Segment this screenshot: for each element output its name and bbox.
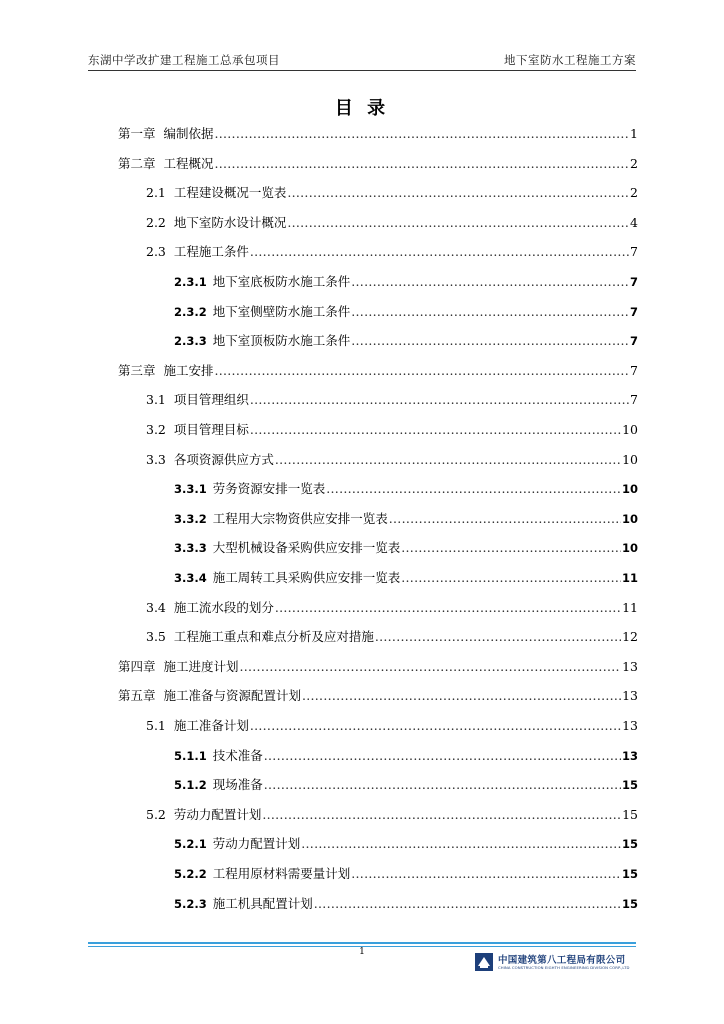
toc-leader-dots (250, 392, 629, 407)
toc-entry[interactable] (174, 568, 638, 588)
toc-leader-dots (302, 688, 621, 703)
toc-entry-title: 劳动力配置计划 (212, 836, 301, 852)
toc-entry[interactable] (174, 272, 638, 292)
toc-entry-page: 13 (622, 718, 638, 733)
footer-rule (88, 942, 636, 944)
header-document-name: 地下室防水工程施工方案 (504, 53, 636, 67)
toc-entry-title: 地下室顶板防水施工条件 (212, 333, 351, 349)
toc-entry-title: 地下室侧壁防水施工条件 (212, 303, 351, 319)
toc-entry-title: 技术准备 (212, 747, 263, 763)
toc-entry[interactable] (174, 479, 638, 499)
toc-entry-title: 3.1 项目管理组织 (146, 392, 249, 408)
toc-entry[interactable] (146, 598, 638, 618)
toc-entry[interactable] (146, 420, 638, 440)
toc-entry-page: 10 (621, 541, 638, 556)
toc-entry-page: 1 (630, 126, 638, 141)
toc-entry-number: 5.1.1 (174, 748, 207, 763)
toc-entry-title: 现场准备 (212, 777, 263, 793)
toc-entry[interactable] (146, 716, 638, 736)
toc-leader-dots (401, 540, 621, 555)
toc-entry[interactable] (174, 509, 638, 529)
toc-entry[interactable] (174, 538, 638, 558)
toc-entry-number: 5.2.3 (174, 896, 207, 911)
toc-entry-title: 2.1 工程建设概况一览表 (146, 185, 287, 201)
toc-entry-title: 5.2 劳动力配置计划 (146, 806, 262, 822)
toc-leader-dots (262, 807, 621, 822)
toc-entry[interactable] (146, 390, 638, 410)
toc-leader-dots (375, 629, 621, 644)
toc-entry-page: 7 (630, 362, 638, 378)
toc-entry-page: 10 (622, 422, 638, 437)
toc-entry[interactable] (174, 834, 638, 854)
toc-entry-number: 2.3.3 (174, 334, 207, 349)
toc-entry-title: 工程用原材料需要量计划 (212, 866, 351, 881)
toc-entry-page: 7 (629, 304, 638, 319)
toc-entry-page: 15 (621, 778, 638, 793)
toc-leader-dots (250, 718, 621, 733)
toc-leader-dots (239, 659, 621, 674)
toc-entry-number: 5.2.2 (174, 867, 207, 881)
toc-entry-number: 3.3.4 (174, 571, 207, 585)
toc-entry-number: 2.3.2 (174, 304, 207, 319)
toc-leader-dots (214, 363, 629, 378)
toc-leader-dots (351, 304, 629, 319)
toc-entry-page: 12 (622, 629, 638, 645)
toc-entry-title: 3.5 工程施工重点和难点分析及应对措施 (146, 629, 374, 645)
toc-leader-dots (275, 452, 621, 467)
toc-leader-dots (351, 333, 629, 348)
page-title: 目 录 (334, 98, 390, 119)
toc-leader-dots (275, 600, 621, 615)
toc-entry[interactable] (118, 686, 638, 706)
toc-entry-number: 2.3.1 (174, 275, 207, 289)
toc-leader-dots (287, 215, 629, 230)
toc-leader-dots (214, 156, 629, 171)
company-name-en: CHINA CONSTRUCTION EIGHTH ENGINEERING DIVISION CORP.,LTD (498, 965, 630, 970)
header-project-name: 东湖中学改扩建工程施工总承包项目 (88, 53, 280, 67)
toc-entry-page: 13 (621, 748, 638, 763)
toc-leader-dots (264, 748, 621, 763)
toc-entry[interactable] (174, 864, 638, 884)
toc-entry[interactable] (174, 894, 638, 914)
toc-entry-page: 7 (629, 334, 638, 349)
toc-entry-title: 施工周转工具采购供应安排一览表 (212, 570, 401, 585)
toc-entry-page: 7 (630, 392, 638, 408)
toc-leader-dots (264, 777, 621, 792)
toc-leader-dots (287, 185, 629, 200)
toc-entry-page: 15 (622, 806, 638, 822)
toc-entry-title: 3.2 项目管理目标 (146, 422, 249, 437)
toc-entry-title: 5.1 施工准备计划 (146, 718, 249, 733)
toc-entry[interactable] (146, 213, 638, 233)
toc-entry-page: 15 (621, 867, 638, 881)
toc-entry-page: 11 (622, 599, 638, 615)
toc-entry-number: 3.3.2 (174, 511, 207, 526)
toc-entry-number: 5.2.1 (174, 837, 207, 852)
toc-entry[interactable] (174, 775, 638, 795)
toc-entry[interactable] (118, 124, 638, 144)
toc-entry[interactable] (118, 361, 638, 381)
toc-entry-title: 第五章 施工准备与资源配置计划 (118, 688, 301, 704)
toc-leader-dots (250, 422, 621, 437)
toc-entry-title: 2.2 地下室防水设计概况 (146, 214, 287, 230)
toc-entry-title: 地下室底板防水施工条件 (212, 274, 351, 289)
company-name-cn: 中国建筑第八工程局有限公司 (498, 955, 626, 966)
toc-entry[interactable] (118, 154, 638, 174)
toc-entry-title: 施工机具配置计划 (212, 895, 313, 911)
toc-entry[interactable] (146, 627, 638, 647)
toc-entry-title: 3.3 各项资源供应方式 (146, 451, 274, 467)
toc-entry-page: 10 (621, 482, 638, 497)
toc-leader-dots (301, 836, 621, 851)
toc-leader-dots (250, 244, 629, 259)
toc-entry[interactable] (174, 331, 638, 351)
header-rule (88, 70, 636, 71)
toc-entry-title: 2.3 工程施工条件 (146, 244, 249, 260)
toc-entry-title: 劳务资源安排一览表 (212, 481, 326, 497)
toc-entry[interactable] (146, 805, 638, 825)
company-logo (474, 952, 638, 974)
toc-entry-page: 10 (621, 511, 638, 526)
toc-entry-page: 2 (630, 155, 638, 171)
toc-leader-dots (389, 511, 621, 526)
toc-leader-dots (214, 126, 629, 141)
toc-entry-title: 第四章 施工进度计划 (118, 658, 239, 674)
toc-entry-page: 4 (630, 214, 638, 230)
toc-entry-title: 第三章 施工安排 (118, 362, 214, 378)
toc-entry-title: 第二章 工程概况 (118, 155, 214, 171)
toc-entry-page: 2 (630, 185, 638, 201)
toc-entry-page: 7 (629, 275, 638, 289)
page-number: 1 (359, 947, 365, 957)
toc-entry-page: 13 (622, 658, 638, 674)
toc-entry-page: 13 (622, 688, 638, 704)
toc-entry-number: 3.3.1 (174, 482, 207, 497)
toc-entry-title: 工程用大宗物资供应安排一览表 (212, 510, 388, 526)
toc-leader-dots (326, 481, 621, 496)
toc-leader-dots (351, 274, 629, 289)
toc-entry-number: 3.3.3 (174, 541, 207, 556)
page-header (88, 52, 636, 70)
toc-entry[interactable] (146, 450, 638, 470)
toc-entry-title: 大型机械设备采购供应安排一览表 (212, 540, 401, 556)
toc-leader-dots (401, 570, 621, 585)
toc-entry-page: 15 (621, 896, 638, 911)
cscec-logo-icon (474, 952, 494, 972)
toc-entry[interactable] (118, 657, 638, 677)
toc-entry-page: 15 (621, 837, 638, 852)
toc-entry-title: 第一章 编制依据 (118, 126, 214, 141)
toc-entry-title: 3.4 施工流水段的划分 (146, 599, 274, 615)
toc-entry[interactable] (146, 242, 638, 262)
toc-leader-dots (314, 896, 621, 911)
toc-entry[interactable] (174, 746, 638, 766)
toc-leader-dots (351, 866, 621, 881)
toc-entry-page: 7 (630, 244, 638, 260)
toc-entry[interactable] (146, 183, 638, 203)
toc-entry-page: 11 (621, 571, 638, 585)
toc-entry[interactable] (174, 302, 638, 322)
toc-entry-page: 10 (622, 451, 638, 467)
toc-entry-number: 5.1.2 (174, 778, 207, 793)
